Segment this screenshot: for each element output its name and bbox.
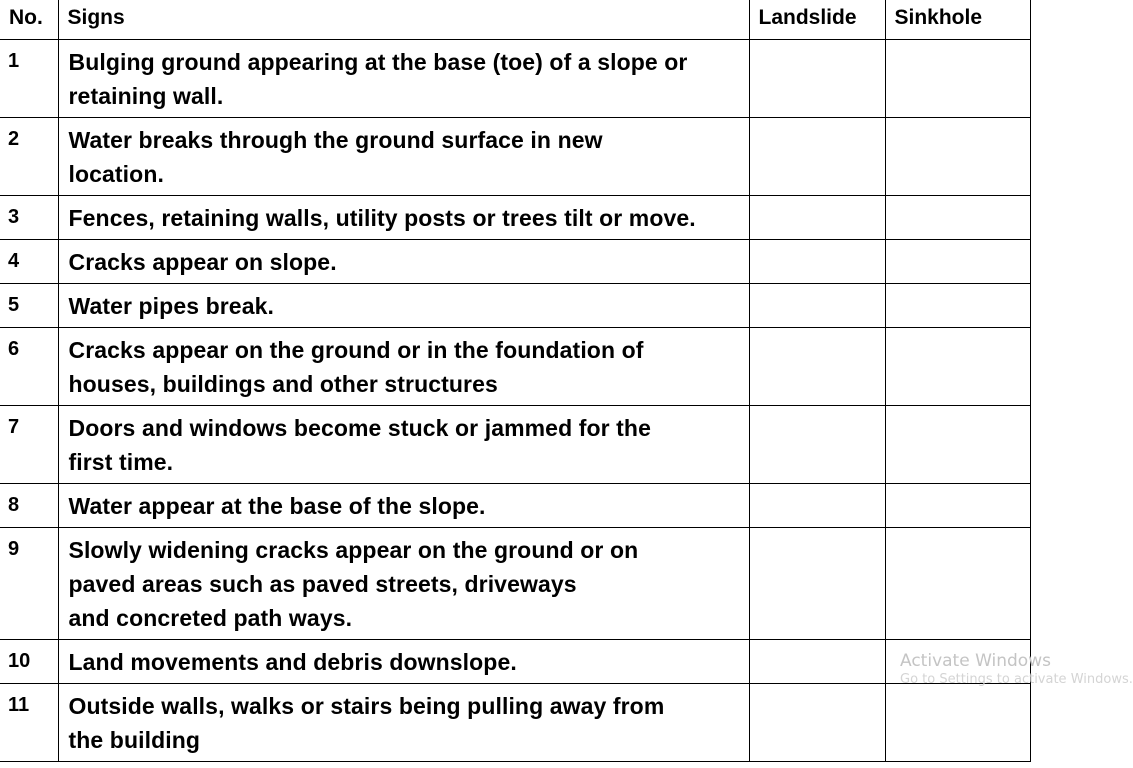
sign-text: Slowly widening cracks appear on the ground or on paved areas such as paved streets, driveways and concreted path ways. xyxy=(58,527,749,639)
sign-text: Land movements and debris downslope. xyxy=(58,639,749,683)
landslide-cell[interactable] xyxy=(749,639,885,683)
sinkhole-cell[interactable] xyxy=(885,327,1030,405)
sinkhole-cell[interactable] xyxy=(885,405,1030,483)
table-row xyxy=(0,283,1030,327)
landslide-cell[interactable] xyxy=(749,405,885,483)
sign-text: Doors and windows become stuck or jammed for the first time. xyxy=(58,405,749,483)
table-row xyxy=(0,639,1030,683)
sign-text: Cracks appear on the ground or in the foundation of houses, buildings and other structures xyxy=(58,327,749,405)
sinkhole-cell[interactable] xyxy=(885,527,1030,639)
sinkhole-cell[interactable] xyxy=(885,195,1030,239)
landslide-cell[interactable] xyxy=(749,327,885,405)
header-row xyxy=(0,0,1030,39)
landslide-cell[interactable] xyxy=(749,39,885,117)
table-row xyxy=(0,683,1030,761)
table-row xyxy=(0,117,1030,195)
header-sinkhole: Sinkhole xyxy=(885,0,1030,39)
row-number: 2 xyxy=(0,117,58,195)
table-row xyxy=(0,239,1030,283)
sign-text: Water breaks through the ground surface in new location. xyxy=(58,117,749,195)
sinkhole-cell[interactable] xyxy=(885,117,1030,195)
sign-text: Water pipes break. xyxy=(58,283,749,327)
sinkhole-cell[interactable] xyxy=(885,483,1030,527)
header-no: No. xyxy=(0,0,58,39)
landslide-cell[interactable] xyxy=(749,195,885,239)
table-row xyxy=(0,195,1030,239)
sign-text: Cracks appear on slope. xyxy=(58,239,749,283)
header-landslide: Landslide xyxy=(749,0,885,39)
row-number: 4 xyxy=(0,239,58,283)
row-number: 6 xyxy=(0,327,58,405)
sinkhole-cell[interactable] xyxy=(885,39,1030,117)
watermark-subtitle: Go to Settings to activate Windows. xyxy=(900,672,1133,687)
sign-text: Bulging ground appearing at the base (toe) of a slope or retaining wall. xyxy=(58,39,749,117)
row-number: 1 xyxy=(0,39,58,117)
sinkhole-cell[interactable] xyxy=(885,239,1030,283)
row-number: 7 xyxy=(0,405,58,483)
landslide-cell[interactable] xyxy=(749,483,885,527)
row-number: 11 xyxy=(0,683,58,761)
sign-text: Water appear at the base of the slope. xyxy=(58,483,749,527)
watermark-title: Activate Windows xyxy=(900,651,1051,671)
row-number: 3 xyxy=(0,195,58,239)
landslide-cell[interactable] xyxy=(749,239,885,283)
sinkhole-cell[interactable] xyxy=(885,283,1030,327)
row-number: 10 xyxy=(0,639,58,683)
table-row xyxy=(0,483,1030,527)
table-row xyxy=(0,39,1030,117)
landslide-cell[interactable] xyxy=(749,683,885,761)
table-row xyxy=(0,405,1030,483)
sign-text: Fences, retaining walls, utility posts or trees tilt or move. xyxy=(58,195,749,239)
row-number: 9 xyxy=(0,527,58,639)
landslide-cell[interactable] xyxy=(749,117,885,195)
header-signs: Signs xyxy=(58,0,749,39)
sinkhole-cell[interactable] xyxy=(885,639,1030,683)
landslide-cell[interactable] xyxy=(749,527,885,639)
row-number: 8 xyxy=(0,483,58,527)
sinkhole-cell[interactable] xyxy=(885,683,1030,761)
sign-text: Outside walls, walks or stairs being pulling away from the building xyxy=(58,683,749,761)
table-row xyxy=(0,527,1030,639)
table-row xyxy=(0,327,1030,405)
landslide-cell[interactable] xyxy=(749,283,885,327)
row-number: 5 xyxy=(0,283,58,327)
